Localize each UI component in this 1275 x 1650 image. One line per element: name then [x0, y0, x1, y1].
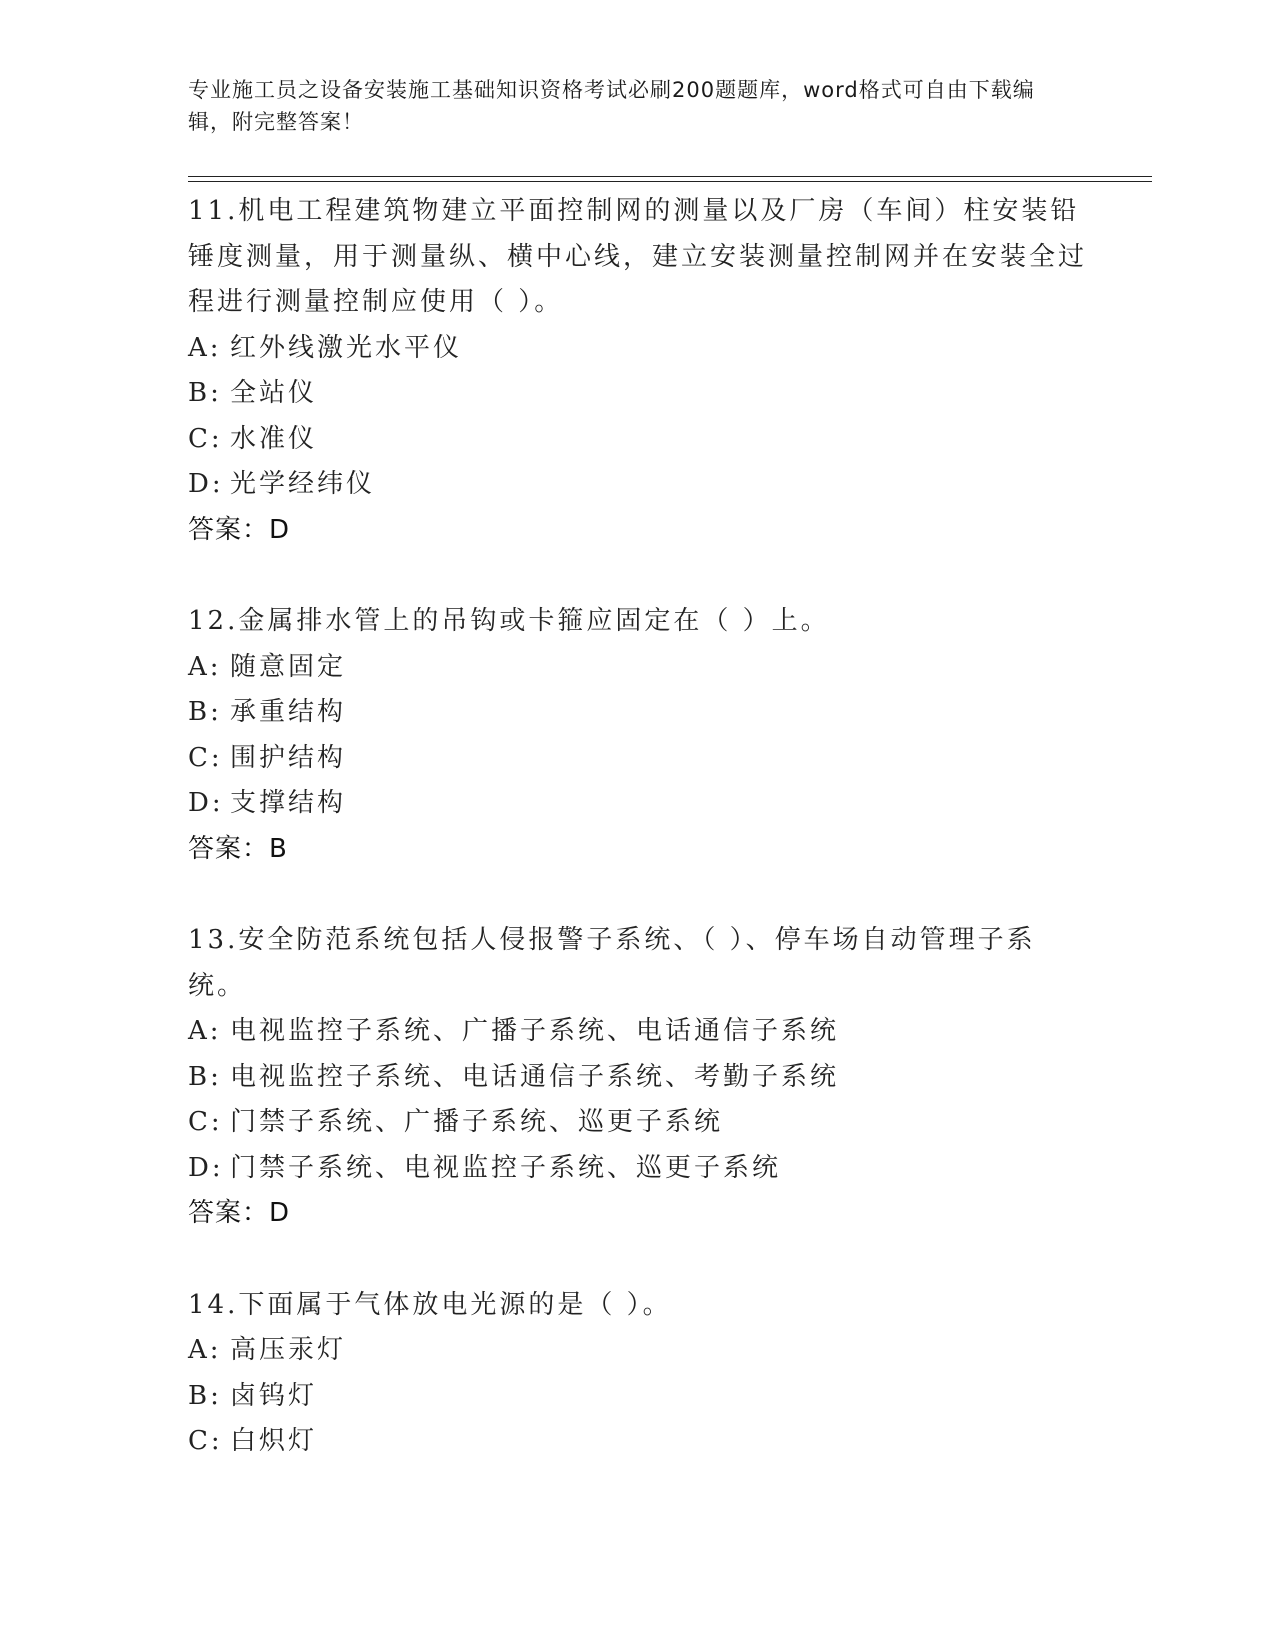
option-letter: C:: [188, 742, 223, 773]
option-c: [188, 1100, 1088, 1146]
option-text: 门禁子系统、电视监控子系统、巡更子系统: [230, 1152, 782, 1183]
header-rule-top: [188, 176, 1152, 177]
option-text: 高压汞灯: [230, 1335, 347, 1365]
option-a: [188, 1328, 1088, 1374]
option-b: [188, 371, 1088, 417]
question-text: 13.安全防范系统包括人侵报警子系统、（ ）、停车场自动管理子系统。: [188, 925, 1036, 1001]
option-d: [188, 1146, 1088, 1192]
question-11: [188, 189, 1088, 553]
header-rule-bottom: [188, 181, 1152, 182]
option-letter: B:: [188, 697, 222, 727]
option-b: [188, 690, 1088, 736]
option-text: 全站仪: [230, 378, 318, 408]
option-c: [188, 736, 1088, 782]
option-c: [188, 417, 1088, 463]
option-text: 白炽灯: [230, 1426, 318, 1456]
option-a: [188, 326, 1088, 372]
answer: 答案：B: [188, 833, 288, 864]
option-letter: D:: [188, 788, 224, 818]
question-list: [188, 189, 1088, 1511]
option-text: 光学经纬仪: [230, 469, 376, 499]
option-text: 红外线激光水平仪: [230, 332, 463, 363]
option-letter: B:: [188, 378, 222, 408]
option-d: [188, 462, 1088, 508]
question-text: 11.机电工程建筑物建立平面控制网的测量以及厂房（车间）柱安装铅锤度测量，用于测量纵、横中心线，建立安装测量控制网并在安装全过程进行测量控制应使用（ ）。: [188, 196, 1088, 317]
option-letter: C:: [188, 1107, 223, 1137]
answer: 答案：D: [188, 1198, 291, 1228]
option-letter: D:: [188, 469, 224, 499]
option-text: 围护结构: [230, 742, 347, 773]
option-letter: B:: [188, 1061, 222, 1092]
option-a: [188, 1009, 1088, 1055]
question-14: [188, 1283, 1088, 1465]
option-text: 承重结构: [230, 697, 347, 727]
question-text: 14.下面属于气体放电光源的是（ ）。: [188, 1289, 672, 1320]
question-13: [188, 918, 1088, 1237]
document-header: 专业施工员之设备安装施工基础知识资格考试必刷200题题库，word格式可自由下载编辑，附完整答案！: [188, 78, 1035, 134]
option-b: [188, 1374, 1088, 1420]
option-text: 电视监控子系统、电话通信子系统、考勤子系统: [230, 1061, 840, 1092]
option-text: 水准仪: [230, 423, 318, 454]
option-letter: A:: [188, 1016, 222, 1046]
answer: 答案：D: [188, 514, 291, 545]
option-text: 卤钨灯: [230, 1380, 318, 1411]
option-d: [188, 781, 1088, 827]
option-letter: C:: [188, 423, 223, 454]
option-letter: C:: [188, 1426, 223, 1456]
option-text: 支撑结构: [230, 788, 347, 818]
option-letter: B:: [188, 1380, 222, 1411]
option-text: 电视监控子系统、广播子系统、电话通信子系统: [230, 1016, 840, 1046]
option-text: 随意固定: [230, 651, 347, 682]
option-text: 门禁子系统、广播子系统、巡更子系统: [230, 1107, 724, 1137]
question-12: [188, 599, 1088, 872]
option-letter: A:: [188, 651, 222, 682]
question-text: 12.金属排水管上的吊钩或卡箍应固定在（ ）上。: [188, 606, 830, 636]
option-letter: A:: [188, 332, 222, 363]
option-a: [188, 645, 1088, 691]
option-c: [188, 1419, 1088, 1465]
option-letter: A:: [188, 1335, 222, 1365]
option-letter: D:: [188, 1152, 224, 1183]
option-b: [188, 1055, 1088, 1101]
